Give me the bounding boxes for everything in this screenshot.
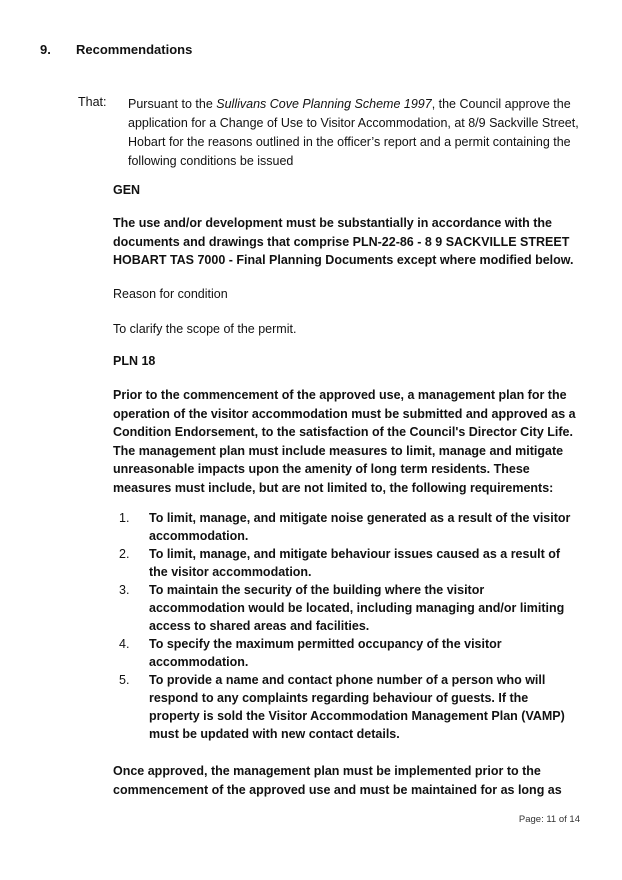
that-label: That: — [78, 95, 107, 109]
scheme-name: Sullivans Cove Planning Scheme 1997 — [216, 97, 432, 111]
closing-text: Once approved, the management plan must be implemented prior to the commencement of the approved use and must be maintained for as long as — [113, 764, 562, 797]
requirement-number: 5. — [119, 673, 130, 687]
condition-text-pln18: Prior to the commencement of the approved use, a management plan for the operation of the visitor accommodation must be submitted and approved as a Condition Endorsement, to the satisfaction of the Council's Director City Life. The management plan must include measures to limit, manage and mitigate unreasonable impacts upon the amenity of long term residents. These measures must include, but are not limited to, the following requirements: — [113, 388, 576, 495]
requirement-number: 1. — [119, 511, 130, 525]
condition-code-gen: GEN — [113, 183, 141, 197]
reason-text: To clarify the scope of the permit. — [113, 322, 297, 336]
requirement-text: To specify the maximum permitted occupancy of the visitor accommodation. — [149, 637, 502, 669]
condition-code-pln18: PLN 18 — [113, 354, 156, 368]
requirement-item — [113, 671, 573, 743]
section-title: Recommendations — [76, 42, 193, 57]
intro-text-after: , the Council approve the application for a Change of Use to Visitor Accommodation, at 8/9 Sackville Street, Hobart for the reasons outlined in the officer’s report and a permit containing the following conditions be issued — [128, 97, 579, 168]
requirement-number: 4. — [119, 637, 130, 651]
requirement-text: To limit, manage, and mitigate noise generated as a result of the visitor accommodation. — [149, 511, 571, 543]
requirement-item — [113, 581, 573, 635]
condition-text-gen: The use and/or development must be substantially in accordance with the documents and drawings that comprise PLN-22-86 - 8 9 SACKVILLE STREET HOBART TAS 7000 - Final Planning Documents except where modified below. — [113, 216, 574, 267]
requirement-number: 3. — [119, 583, 130, 597]
page-number: Page: 11 of 14 — [518, 814, 580, 825]
requirement-item — [113, 635, 573, 671]
intro-text-before: Pursuant to the — [128, 97, 217, 111]
requirements-list — [113, 509, 573, 743]
requirement-text: To maintain the security of the building where the visitor accommodation would be located, including managing and/or limiting access to shared areas and facilities. — [149, 583, 565, 633]
requirement-text: To provide a name and contact phone number of a person who will respond to any complaints regarding behaviour of guests. If the property is sold the Visitor Accommodation Management Plan (VAMP) must be updated with new contact details. — [149, 673, 565, 741]
requirement-item — [113, 545, 573, 581]
requirement-text: To limit, manage, and mitigate behaviour issues caused as a result of the visitor accommodation. — [149, 547, 560, 579]
requirement-number: 2. — [119, 547, 130, 561]
section-number: 9. — [40, 42, 51, 57]
requirement-item — [113, 509, 573, 545]
reason-label: Reason for condition — [113, 287, 228, 301]
recommendation-intro — [128, 95, 588, 171]
